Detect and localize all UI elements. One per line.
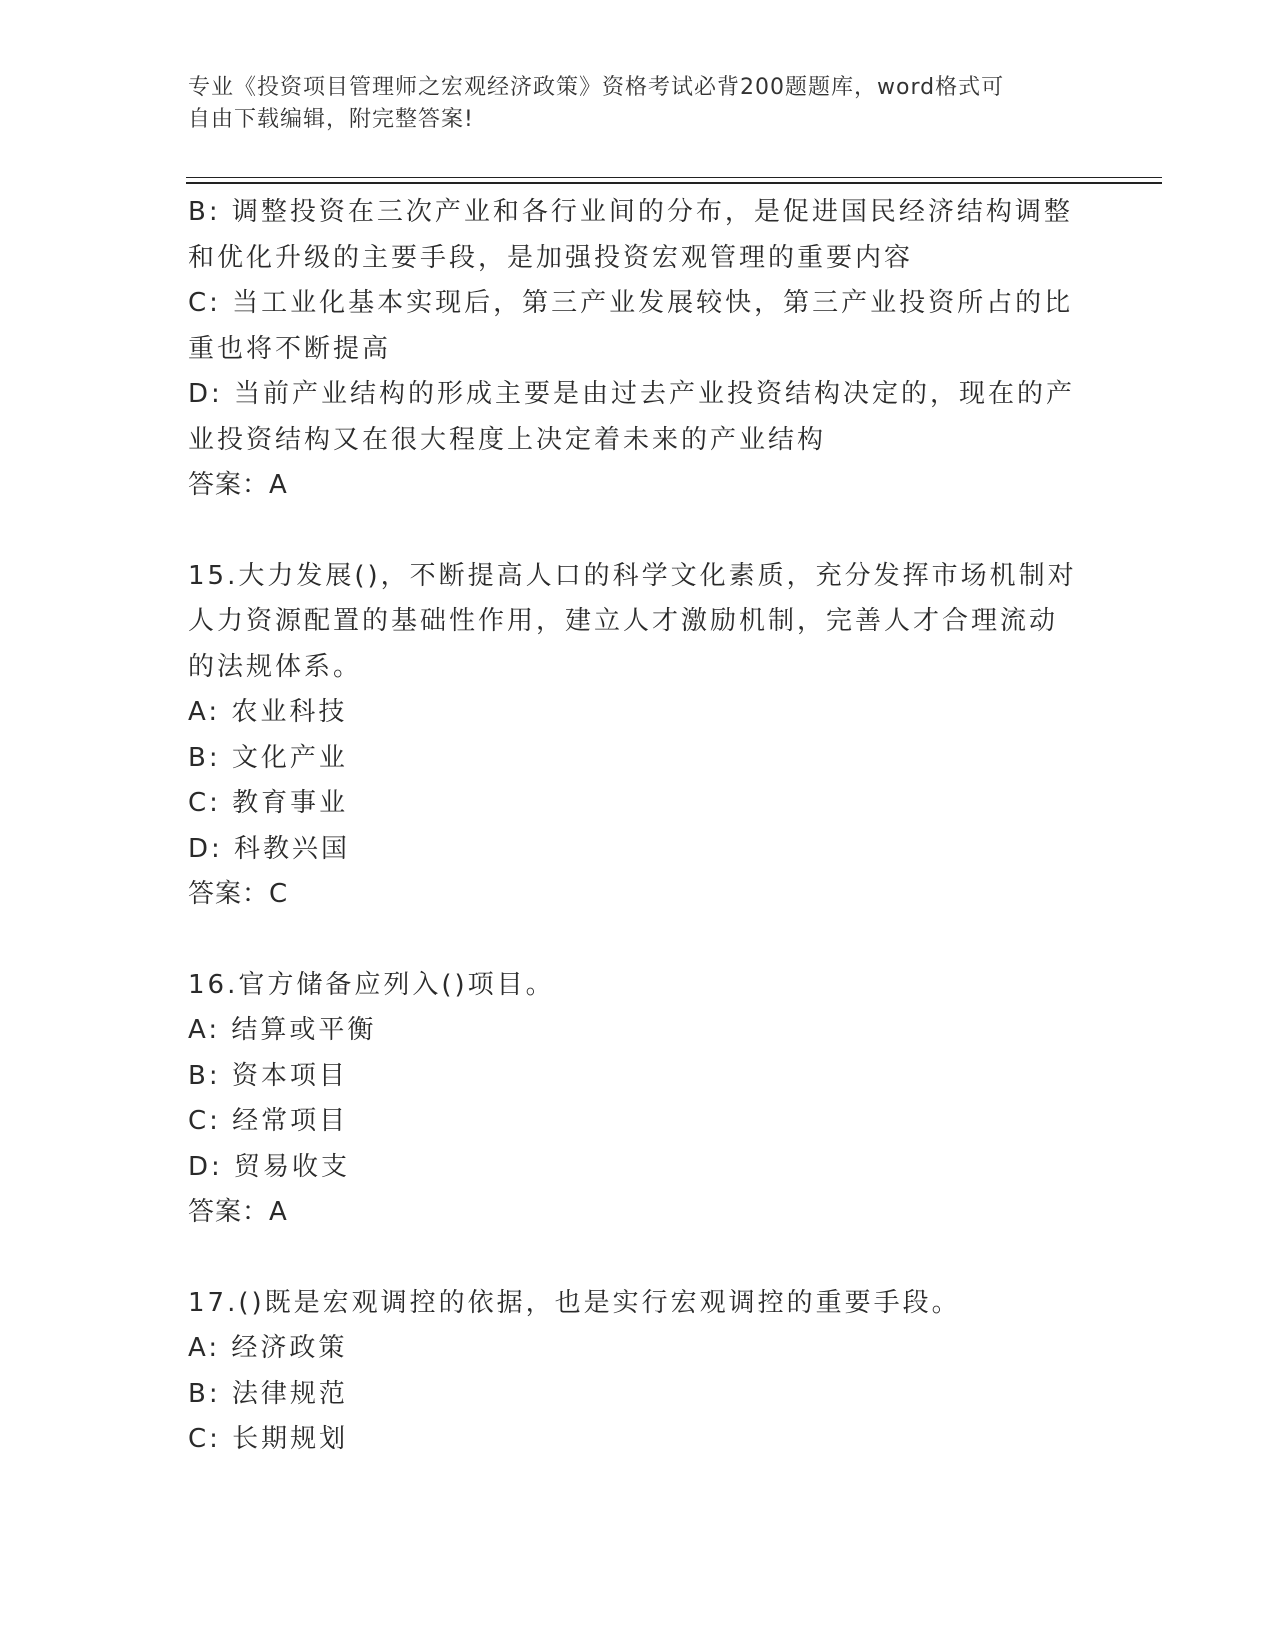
option-c: C: 经常项目 xyxy=(188,1106,349,1136)
option-d: D: 贸易收支 xyxy=(188,1151,351,1182)
option-a: A: 经济政策 xyxy=(188,1333,348,1363)
answer: 答案：A xyxy=(188,1197,288,1227)
option-a: A: 农业科技 xyxy=(188,697,348,727)
header-title-line-2: 自由下载编辑，附完整答案! xyxy=(188,107,474,132)
option-b: B: 文化产业 xyxy=(188,742,348,773)
header-title-line-1: 专业《投资项目管理师之宏观经济政策》资格考试必背200题题库，word格式可 xyxy=(188,75,1005,100)
option-d-line-1: D: 当前产业结构的形成主要是由过去产业投资结构决定的，现在的产 xyxy=(188,379,1076,409)
option-b-line-1: B: 调整投资在三次产业和各行业间的分布，是促进国民经济结构调整 xyxy=(188,197,1073,227)
header-divider-thick xyxy=(186,182,1162,184)
question-15 xyxy=(188,554,1088,918)
question-stem-line-2: 人力资源配置的基础性作用，建立人才激励机制，完善人才合理流动 xyxy=(188,606,1059,636)
question-16 xyxy=(188,963,1088,1236)
question-stem-line-3: 的法规体系。 xyxy=(188,651,363,682)
option-a: A: 结算或平衡 xyxy=(188,1015,377,1045)
option-d: D: 科教兴国 xyxy=(188,833,351,864)
answer: 答案：A xyxy=(188,470,288,500)
spacer xyxy=(188,918,1088,963)
question-stem: 17.()既是宏观调控的依据，也是实行宏观调控的重要手段。 xyxy=(188,1287,961,1318)
question-14-continued xyxy=(188,190,1088,509)
document-header xyxy=(188,72,1068,136)
question-stem: 16.官方储备应列入()项目。 xyxy=(188,969,555,1000)
option-c: C: 长期规划 xyxy=(188,1424,349,1454)
option-b-line-2: 和优化升级的主要手段，是加强投资宏观管理的重要内容 xyxy=(188,242,914,273)
question-stem-line-1: 15.大力发展()，不断提高人口的科学文化素质，充分发挥市场机制对 xyxy=(188,560,1077,591)
option-b: B: 资本项目 xyxy=(188,1060,348,1091)
question-17 xyxy=(188,1281,1088,1463)
option-c-line-2: 重也将不断提高 xyxy=(188,333,392,364)
document-body xyxy=(188,190,1088,1463)
option-b: B: 法律规范 xyxy=(188,1378,348,1409)
spacer xyxy=(188,1236,1088,1281)
answer: 答案：C xyxy=(188,879,289,909)
header-divider-thin xyxy=(186,177,1162,178)
option-c-line-1: C: 当工业化基本实现后，第三产业发展较快，第三产业投资所占的比 xyxy=(188,288,1074,318)
option-c: C: 教育事业 xyxy=(188,788,349,818)
spacer xyxy=(188,509,1088,554)
option-d-line-2: 业投资结构又在很大程度上决定着未来的产业结构 xyxy=(188,424,827,455)
